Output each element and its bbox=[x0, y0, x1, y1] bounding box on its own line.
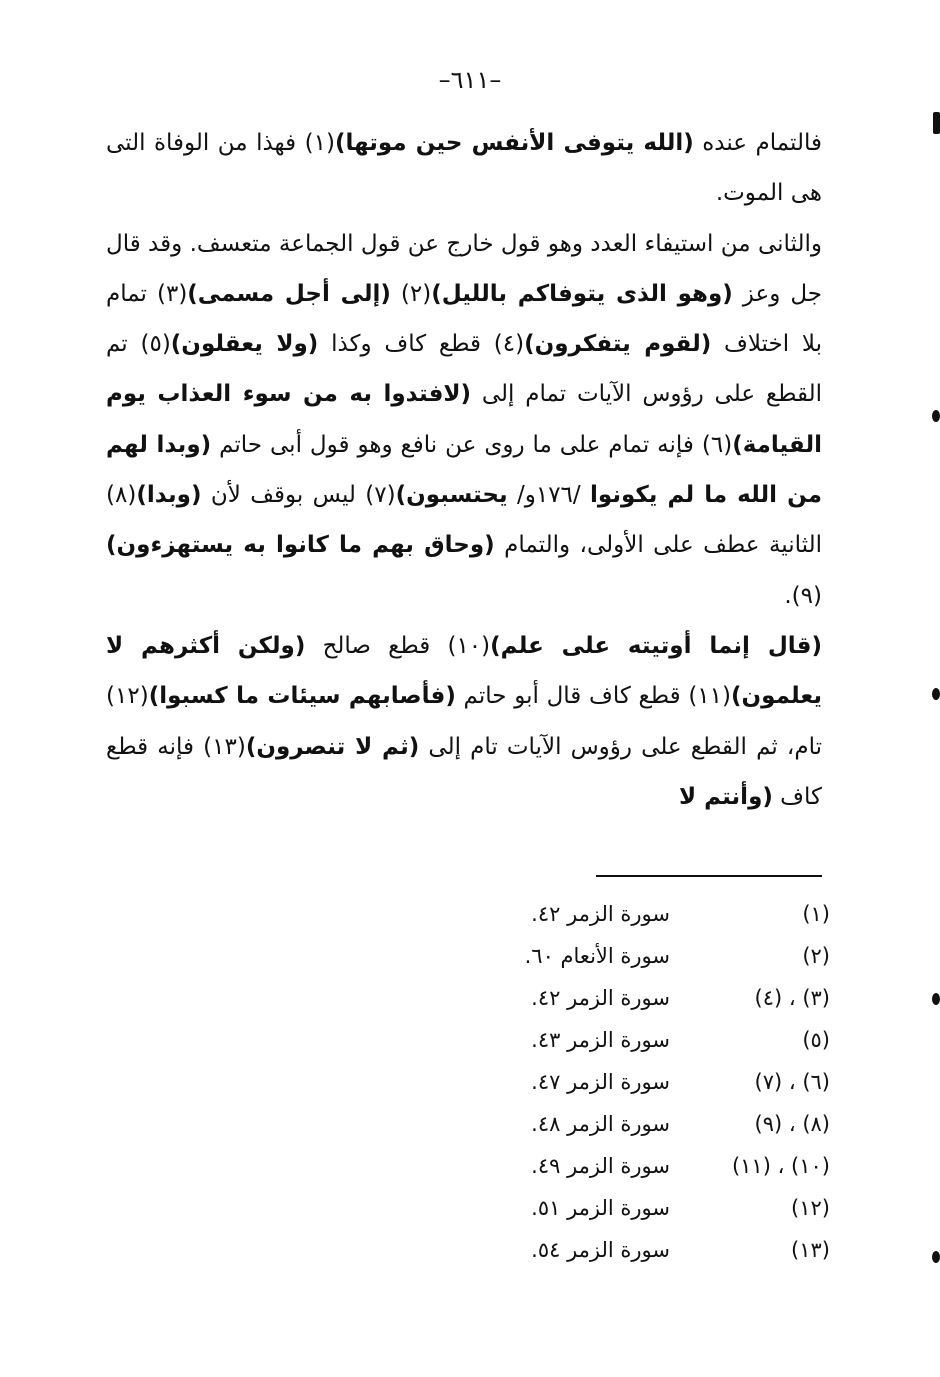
footnote-marker: (١٠) ، (١١) bbox=[731, 1154, 830, 1178]
footnote-marker: (٣) ، (٤) bbox=[754, 986, 830, 1010]
text-run: (٩). bbox=[784, 582, 822, 609]
footnote-marker: (١٢) bbox=[791, 1196, 830, 1220]
text-run: (٧) ليس بوقف لأن bbox=[201, 482, 396, 509]
text-run: (١١) قطع كاف قال أبو حاتم bbox=[455, 683, 731, 710]
scan-mark bbox=[932, 993, 940, 1005]
text-run: والثانى من استيفاء العدد وهو قول خارج عن قول الجماعة متعسف. وقد قال جل وعز bbox=[106, 230, 822, 307]
text-run: (٦) فإنه تمام على ما روى عن نافع وهو قول أبى حاتم bbox=[211, 431, 733, 458]
footnote-text: سورة الأنعام ٦٠. bbox=[524, 944, 670, 968]
footnote-marker: (٨) ، (٩) bbox=[754, 1112, 830, 1136]
footnote bbox=[440, 1229, 830, 1271]
page-number: –٦١١– bbox=[438, 66, 502, 94]
footnote bbox=[440, 1145, 830, 1187]
footnote bbox=[440, 935, 830, 977]
text-run: /١٧٦و/ bbox=[507, 482, 591, 509]
footnote bbox=[440, 1103, 830, 1145]
quran-quote: (قال إنما أوتيته على علم) bbox=[490, 632, 822, 659]
footnote-text: سورة الزمر ٤٢. bbox=[531, 986, 670, 1010]
footnote-text: سورة الزمر ٤٣. bbox=[531, 1028, 670, 1052]
paragraph bbox=[106, 118, 822, 219]
text-run: (٢) bbox=[390, 280, 432, 307]
scan-mark bbox=[932, 1251, 940, 1263]
quran-quote: (لافتدوا به من سوء العذاب يوم القيامة) bbox=[106, 381, 823, 458]
quran-quote: (لقوم يتفكرون) bbox=[524, 331, 712, 358]
quran-quote: (ولا يعقلون) bbox=[170, 331, 319, 358]
text-run: (١٣) فإنه قطع كاف bbox=[106, 733, 822, 810]
footnote-text: سورة الزمر ٤٨. bbox=[531, 1112, 670, 1136]
footnote-text: سورة الزمر ٤٩. bbox=[531, 1154, 670, 1178]
footnote-text: سورة الزمر ٥٤. bbox=[531, 1238, 670, 1262]
paragraph bbox=[106, 219, 822, 621]
text-run: (٥) تم القطع على رؤوس الآيات تمام إلى bbox=[106, 331, 822, 408]
text-run: فالتمام عنده bbox=[693, 130, 822, 156]
quran-quote: (وبدا) bbox=[136, 482, 202, 509]
text-run: (٣) تمام بلا اختلاف bbox=[106, 280, 822, 358]
footnote-text: سورة الزمر ٥١. bbox=[531, 1196, 670, 1220]
quran-quote: (وحاق بهم ما كانوا به يستهزءون) bbox=[106, 532, 495, 559]
text-run: (١٠) قطع صالح bbox=[305, 632, 491, 659]
quran-quote: (وهو الذى يتوفاكم بالليل) bbox=[431, 280, 733, 307]
quran-quote: (وبدا لهم من الله ما لم يكونوا bbox=[106, 431, 823, 509]
text-run: (٤) قطع كاف وكذا bbox=[318, 331, 525, 358]
scan-mark bbox=[932, 688, 940, 700]
footnote bbox=[440, 1061, 830, 1103]
quran-quote: (ثم لا تنصرون) bbox=[245, 733, 420, 760]
text-run: (١) فهذا من الوفاة التى هى الموت. bbox=[106, 130, 822, 207]
footnotes bbox=[440, 893, 830, 1271]
text-run: (١٢) تام، ثم القطع على رؤوس الآيات تام إلى bbox=[106, 683, 823, 760]
footnote bbox=[440, 1019, 830, 1061]
footnote-marker: (١) bbox=[802, 902, 830, 926]
footnote-rule bbox=[596, 875, 822, 877]
footnote-marker: (٥) bbox=[802, 1028, 830, 1052]
scan-mark bbox=[932, 410, 940, 422]
quran-quote: يحتسبون) bbox=[395, 482, 508, 509]
quran-quote: (ولكن أكثرهم لا يعلمون) bbox=[106, 632, 822, 710]
footnote-text: سورة الزمر ٤٢. bbox=[531, 902, 670, 926]
footnote-marker: (٦) ، (٧) bbox=[754, 1070, 830, 1094]
scan-mark bbox=[933, 112, 940, 134]
footnote bbox=[440, 1187, 830, 1229]
paragraph bbox=[106, 621, 822, 822]
quran-quote: (وأنتم لا bbox=[678, 783, 773, 810]
footnote bbox=[440, 893, 830, 935]
quran-quote: (فأصابهم سيئات ما كسبوا) bbox=[148, 683, 456, 710]
footnote-marker: (١٣) bbox=[791, 1238, 830, 1262]
body-text bbox=[106, 118, 822, 822]
footnote bbox=[440, 977, 830, 1019]
footnote-text: سورة الزمر ٤٧. bbox=[531, 1070, 670, 1094]
quran-quote: (الله يتوفى الأنفس حين موتها) bbox=[334, 130, 694, 156]
quran-quote: (إلى أجل مسمى) bbox=[187, 280, 391, 307]
footnote-marker: (٢) bbox=[802, 944, 830, 968]
text-run: (٨) الثانية عطف على الأولى، والتمام bbox=[106, 482, 822, 559]
